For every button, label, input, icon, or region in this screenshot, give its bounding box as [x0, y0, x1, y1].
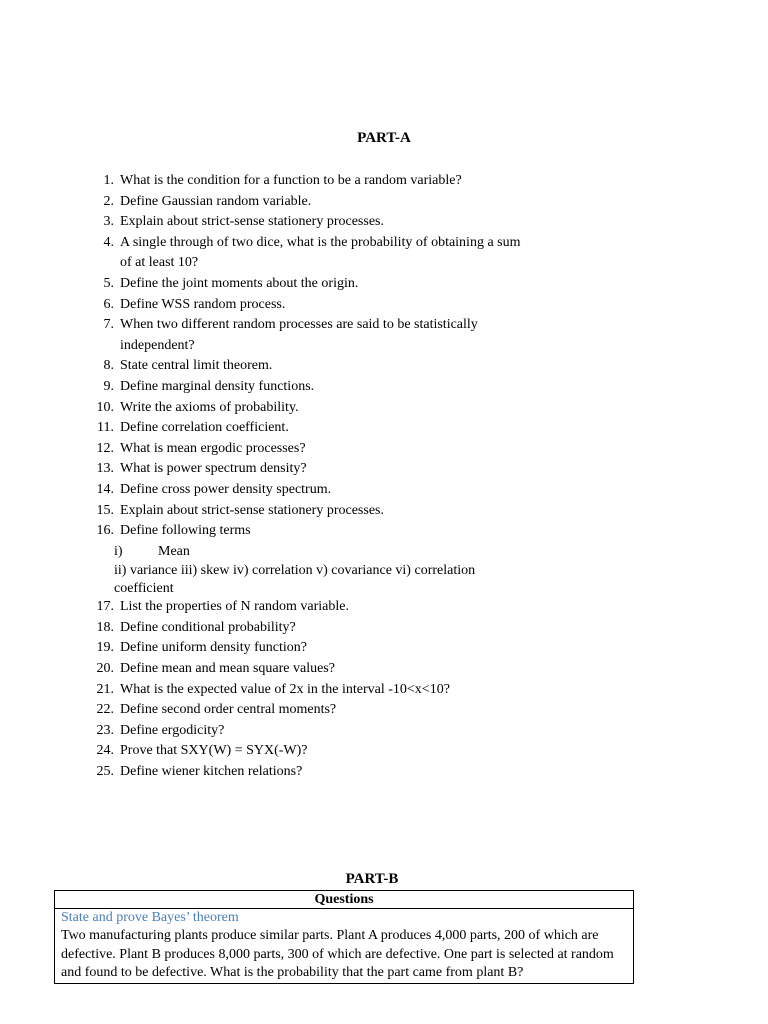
- question-topic: State and prove Bayes’ theorem: [61, 910, 239, 925]
- question-text: Define correlation coefficient.: [120, 420, 289, 436]
- question-number: 18.: [96, 619, 114, 635]
- question-number: 14.: [96, 481, 114, 497]
- question-text: State central limit theorem.: [120, 358, 273, 374]
- question-item: [88, 192, 528, 213]
- subitem-rest: ii) variance iii) skew iv) correlation v) covariance vi) correlation coefficient: [114, 563, 476, 596]
- question-cell: [55, 909, 634, 984]
- table-row: [55, 909, 634, 984]
- question-number: 7.: [103, 317, 114, 333]
- question-item: [88, 521, 528, 542]
- question-number: 6.: [103, 296, 114, 312]
- question-number: 23.: [96, 722, 114, 738]
- question-item: [88, 659, 528, 680]
- question-number: 15.: [96, 502, 114, 518]
- question-text: Define following terms: [120, 523, 251, 539]
- question-number: 25.: [96, 764, 114, 780]
- question-item: [88, 618, 528, 639]
- subitem-mean: Mean: [158, 543, 190, 559]
- question-number: 2.: [103, 193, 114, 209]
- question-text: Define Gaussian random variable.: [120, 193, 312, 209]
- question-item: [88, 741, 528, 762]
- part-a-title: PART-A: [357, 130, 411, 146]
- question-number: 17.: [96, 599, 114, 615]
- question-text: When two different random processes are said to be statistically independent?: [120, 317, 478, 353]
- question-number: 21.: [96, 681, 114, 697]
- question-text: Explain about strict-sense stationery processes.: [120, 214, 384, 230]
- question-number: 20.: [96, 661, 114, 677]
- question-text: Define WSS random process.: [120, 296, 286, 312]
- question-item: [88, 597, 528, 618]
- part-b-title: PART-B: [345, 871, 399, 887]
- question-item: [88, 439, 528, 460]
- question-item: [88, 315, 528, 356]
- question-text: What is power spectrum density?: [120, 461, 307, 477]
- table-header-row: [55, 891, 634, 909]
- question-number: 11.: [97, 420, 114, 436]
- question-text: List the properties of N random variable.: [120, 599, 349, 615]
- question-item: [88, 700, 528, 721]
- question-number: 12.: [96, 440, 114, 456]
- question-text: What is mean ergodic processes?: [120, 440, 306, 456]
- question-number: 5.: [103, 275, 114, 291]
- question-item: [88, 762, 528, 783]
- question-text: Define ergodicity?: [120, 722, 225, 738]
- question-text: Define second order central moments?: [120, 702, 337, 718]
- question-text: Explain about strict-sense stationery processes.: [120, 502, 384, 518]
- question-number: 8.: [103, 358, 114, 374]
- question-text: Define wiener kitchen relations?: [120, 764, 303, 780]
- question-text: Prove that SXY(W) = SYX(-W)?: [120, 743, 308, 759]
- question-number: 19.: [96, 640, 114, 656]
- question-number: 3.: [103, 214, 114, 230]
- question-item: [88, 398, 528, 419]
- subitem-roman: i): [114, 543, 123, 559]
- question-item: [88, 356, 528, 377]
- question-text: What is the expected value of 2x in the interval -10<x<10?: [120, 681, 450, 697]
- question-item: [88, 295, 528, 316]
- question-item: [88, 501, 528, 522]
- question-text: Define cross power density spectrum.: [120, 481, 332, 497]
- question-item: [88, 233, 528, 274]
- question-body: Two manufacturing plants produce similar parts. Plant A produces 4,000 parts, 200 of which are defective. Plant B produces 8,000 parts, 300 of which are defective. One part is selected at random and found to be defective. What is the probability that the part came from plant B?: [61, 928, 614, 980]
- question-text: What is the condition for a function to be a random variable?: [120, 173, 462, 188]
- question-16-subitems: [88, 542, 528, 598]
- question-item: [88, 171, 528, 192]
- question-item: [88, 480, 528, 501]
- question-number: 10.: [96, 399, 114, 415]
- subitem-first: [114, 542, 528, 563]
- question-number: 9.: [103, 378, 114, 394]
- question-item: [88, 638, 528, 659]
- question-text: Define uniform density function?: [120, 640, 308, 656]
- question-number: 24.: [96, 743, 114, 759]
- question-text: Define marginal density functions.: [120, 378, 315, 394]
- question-number: 1.: [103, 173, 114, 188]
- question-item: [88, 721, 528, 742]
- question-item: [88, 212, 528, 233]
- question-item: [88, 680, 528, 701]
- question-text: Define the joint moments about the origin.: [120, 275, 359, 291]
- question-item: [88, 459, 528, 480]
- question-number: 13.: [96, 461, 114, 477]
- part-a-question-list: [88, 171, 528, 783]
- question-text: Define conditional probability?: [120, 619, 296, 635]
- question-item: [88, 274, 528, 295]
- question-number: 22.: [96, 702, 114, 718]
- part-b-table: [54, 890, 634, 984]
- question-number: 4.: [103, 234, 114, 250]
- question-number: 16.: [96, 523, 114, 539]
- question-item: [88, 377, 528, 398]
- question-text: Write the axioms of probability.: [120, 399, 299, 415]
- question-text: A single through of two dice, what is the probability of obtaining a sum of at least 10?: [120, 234, 521, 271]
- question-item: [88, 418, 528, 439]
- question-text: Define mean and mean square values?: [120, 661, 335, 677]
- questions-header: Questions: [55, 891, 634, 909]
